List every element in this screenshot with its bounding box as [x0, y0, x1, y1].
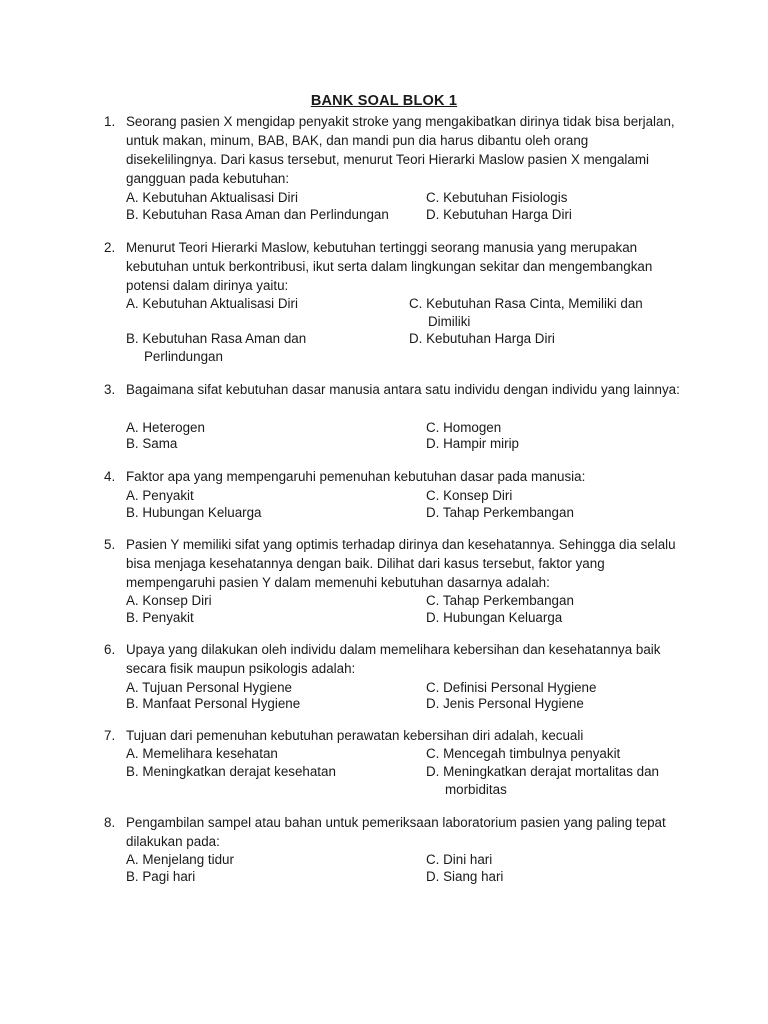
question-number: 7. — [104, 728, 116, 743]
option-b-continued: Perlindungan — [144, 349, 223, 364]
question-text: Bagaimana sifat kebutuhan dasar manusia antara satu individu dengan individu yang lainnya: — [126, 382, 680, 397]
option-a: A. Konsep Diri — [126, 593, 212, 608]
page-title: BANK SOAL BLOK 1 — [310, 93, 458, 109]
option-b: B. Manfaat Personal Hygiene — [126, 696, 301, 711]
question-number: 2. — [104, 240, 116, 255]
question-text: Menurut Teori Hierarki Maslow, kebutuhan tertinggi seorang manusia yang merupakan kebutuhan untuk berkontribusi, ikut serta dalam lingkungan sekitar dan mengembangkan potensi dalam dirinya yaitu: — [126, 240, 653, 293]
option-b: B. Meningkatkan derajat kesehatan — [126, 764, 336, 779]
option-c: C. Dini hari — [426, 852, 493, 867]
option-b: B. Penyakit — [126, 610, 194, 625]
question-number: 3. — [104, 382, 116, 397]
question-text: Tujuan dari pemenuhan kebutuhan perawatan kebersihan diri adalah, kecuali — [126, 728, 584, 743]
question-number: 5. — [104, 537, 116, 552]
option-a: A. Kebutuhan Aktualisasi Diri — [126, 190, 298, 205]
question-text: Upaya yang dilakukan oleh individu dalam memelihara kebersihan dan kesehatannya baik secara fisik maupun psikologis adalah: — [126, 642, 661, 676]
option-a: A. Heterogen — [126, 420, 205, 435]
question-text: Pengambilan sampel atau bahan untuk pemeriksaan laboratorium pasien yang paling tepat dilakukan pada: — [126, 815, 666, 849]
option-b: B. Kebutuhan Rasa Aman dan — [126, 331, 307, 346]
option-d: D. Jenis Personal Hygiene — [426, 696, 584, 711]
option-d: D. Hubungan Keluarga — [426, 610, 563, 625]
option-c: C. Homogen — [426, 420, 502, 435]
option-c: C. Mencegah timbulnya penyakit — [426, 746, 621, 761]
option-a: A. Tujuan Personal Hygiene — [126, 680, 292, 695]
question-number: 6. — [104, 642, 116, 657]
option-d: D. Tahap Perkembangan — [426, 505, 574, 520]
option-b: B. Kebutuhan Rasa Aman dan Perlindungan — [126, 207, 389, 222]
question-number: 8. — [104, 815, 116, 830]
option-d: D. Meningkatkan derajat mortalitas dan — [426, 764, 659, 779]
option-d: D. Siang hari — [426, 869, 504, 884]
question-text: Faktor apa yang mempengaruhi pemenuhan kebutuhan dasar pada manusia: — [126, 469, 586, 484]
option-c: C. Definisi Personal Hygiene — [426, 680, 597, 695]
option-c: C. Konsep Diri — [426, 488, 513, 503]
option-d-continued: morbiditas — [445, 782, 507, 797]
option-d: D. Kebutuhan Harga Diri — [409, 331, 555, 346]
option-b: B. Hubungan Keluarga — [126, 505, 262, 520]
option-c: C. Kebutuhan Rasa Cinta, Memiliki dan — [409, 296, 643, 311]
option-a: A. Kebutuhan Aktualisasi Diri — [126, 296, 298, 311]
question-number: 1. — [104, 114, 116, 129]
option-d: D. Kebutuhan Harga Diri — [426, 207, 572, 222]
question-text: Seorang pasien X mengidap penyakit stroke yang mengakibatkan dirinya tidak bisa berjalan, untuk makan, minum, BAB, BAK, dan mandi pun dia harus dibantu oleh orang disekelilingnya. Dari kasus tersebut, menurut Teori Hierarki Maslow pasien X mengalami gangguan pada kebutuhan: — [126, 114, 675, 186]
option-c-continued: Dimiliki — [428, 314, 471, 329]
option-a: A. Penyakit — [126, 488, 194, 503]
option-d: D. Hampir mirip — [426, 436, 519, 451]
option-a: A. Memelihara kesehatan — [126, 746, 278, 761]
option-a: A. Menjelang tidur — [126, 852, 234, 867]
option-b: B. Sama — [126, 436, 178, 451]
option-b: B. Pagi hari — [126, 869, 196, 884]
question-text: Pasien Y memiliki sifat yang optimis terhadap dirinya dan kesehatannya. Sehingga dia selalu bisa menjaga kesehatannya dengan baik. Dilihat dari kasus tersebut, faktor yang mempengaruhi pasien Y dalam memenuhi kebutuhan dasarnya adalah: — [126, 537, 676, 590]
option-c: C. Kebutuhan Fisiologis — [426, 190, 568, 205]
option-c: C. Tahap Perkembangan — [426, 593, 574, 608]
question-number: 4. — [104, 469, 116, 484]
